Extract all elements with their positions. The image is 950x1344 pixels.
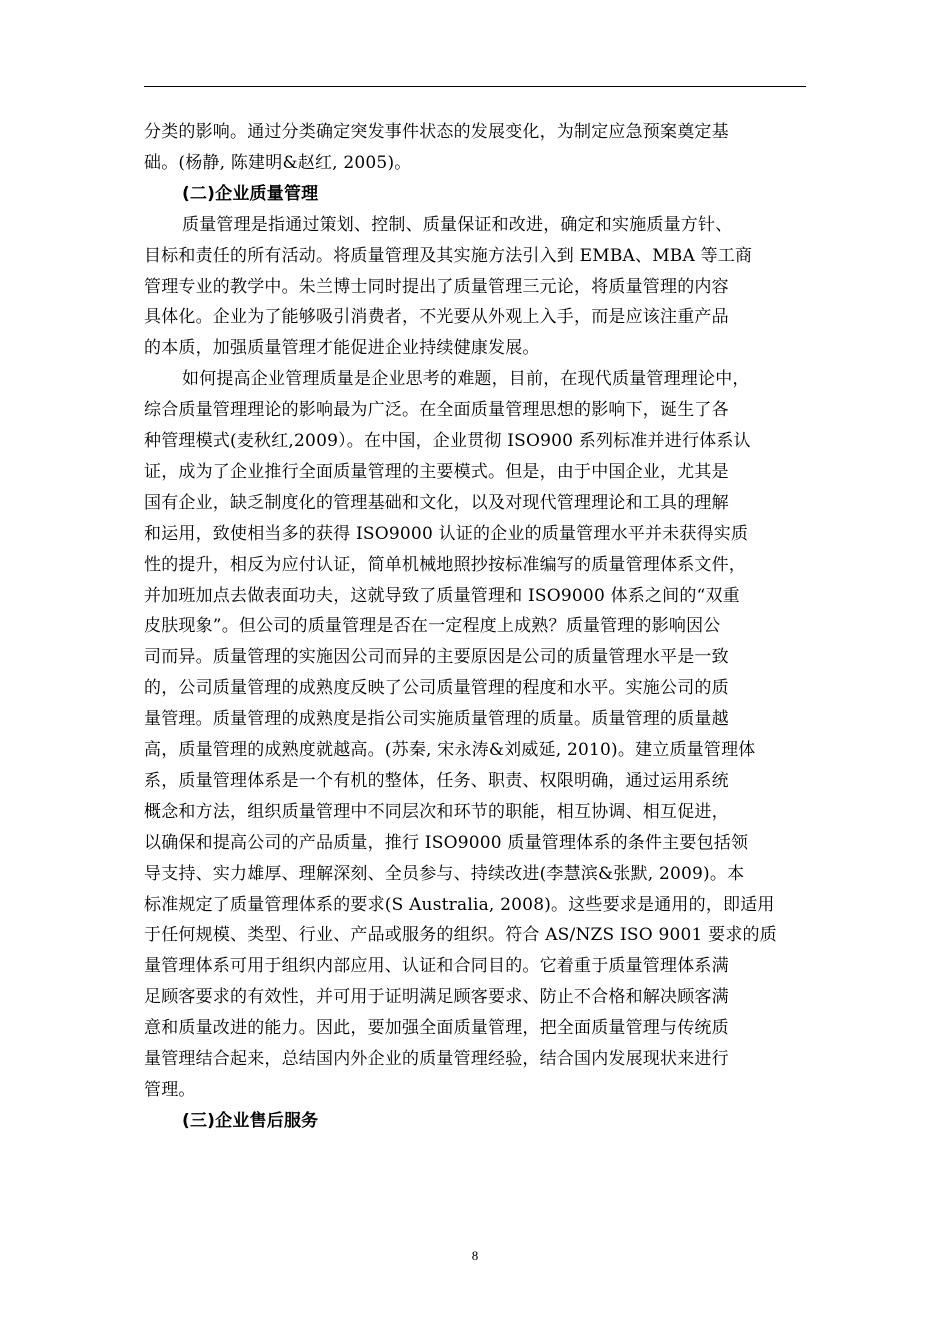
text-line: 司而异。质量管理的实施因公司而异的主要原因是公司的质量管理水平是一致: [144, 647, 729, 668]
text-line: 管理。: [144, 1079, 196, 1100]
text-line: 具体化。企业为了能够吸引消费者，不光要从外观上入手，而是应该注重产品: [144, 307, 729, 328]
text-line: 皮肤现象”。但公司的质量管理是否在一定程度上成熟？质量管理的影响因公: [144, 616, 721, 637]
text-line: 证，成为了企业推行全面质量管理的主要模式。但是，由于中国企业，尤其是: [144, 461, 729, 482]
text-line: 高，质量管理的成熟度就越高。(苏秦, 宋永涛&刘威延, 2010)。建立质量管理体: [144, 740, 756, 760]
text-line: 性的提升，相反为应付认证，简单机械地照抄按标准编写的质量管理体系文件，: [144, 554, 746, 575]
text-line: 的本质，加强质量管理才能促进企业持续健康发展。: [144, 338, 540, 359]
text-line: 目标和责任的所有活动。将质量管理及其实施方法引入到 EMBA、MBA 等工商: [144, 245, 753, 266]
text-line: 并加班加点去做表面功夫，这就导致了质量管理和 ISO9000 体系之间的“双重: [144, 585, 740, 606]
text-line: 量管理体系可用于组织内部应用、认证和合同目的。它着重于质量管理体系满: [144, 956, 729, 977]
text-line: 础。(杨静, 陈建明&赵红, 2005)。: [144, 152, 412, 173]
text-line: 足顾客要求的有效性，并可用于证明满足顾客要求、防止不合格和解决顾客满: [144, 987, 729, 1008]
text-line: 的，公司质量管理的成熟度反映了公司质量管理的程度和水平。实施公司的质: [144, 678, 729, 699]
text-line: 导支持、实力雄厚、理解深刻、全员参与、持续改进(李慧滨&张默, 2009)。本: [144, 863, 745, 884]
text-line: 量管理结合起来，总结国内外企业的质量管理经验，结合国内发展现状来进行: [144, 1049, 729, 1069]
text-line: 意和质量改进的能力。因此，要加强全面质量管理，把全面质量管理与传统质: [144, 1018, 729, 1039]
header-rule: [144, 86, 806, 87]
text-line: 以确保和提高公司的产品质量，推行 ISO9000 质量管理体系的条件主要包括领: [144, 832, 749, 853]
section-heading: (三)企业售后服务: [182, 1110, 319, 1131]
text-line: 种管理模式(麦秋红,2009）。在中国，企业贯彻 ISO900 系列标准并进行体系认: [144, 431, 751, 451]
text-line: 标准规定了质量管理体系的要求(S Australia, 2008)。这些要求是通用的，即适用: [144, 894, 775, 915]
text-line: 如何提高企业管理质量是企业思考的难题，目前，在现代质量管理理论中，: [182, 369, 750, 390]
text-line: 国有企业，缺乏制度化的管理基础和文化，以及对现代管理理论和工具的理解: [144, 492, 729, 513]
text-line: 和运用，致使相当多的获得 ISO9000 认证的企业的质量管理水平并未获得实质: [144, 523, 749, 544]
text-line: 综合质量管理理论的影响最为广泛。在全面质量管理思想的影响下，诞生了各: [144, 400, 729, 421]
text-line: 管理专业的教学中。朱兰博士同时提出了质量管理三元论，将质量管理的内容: [144, 276, 729, 297]
text-line: 分类的影响。通过分类确定突发事件状态的发展变化，为制定应急预案奠定基: [144, 122, 729, 142]
text-line: 系，质量管理体系是一个有机的整体，任务、职责、权限明确，通过运用系统: [144, 770, 729, 791]
text-line: 概念和方法，组织质量管理中不同层次和环节的职能，相互协调、相互促进，: [144, 801, 729, 822]
section-heading: (二)企业质量管理: [182, 183, 319, 204]
text-line: 质量管理是指通过策划、控制、质量保证和改进，确定和实施质量方针、: [182, 214, 733, 235]
page-number: 8: [471, 1248, 479, 1263]
text-line: 于任何规模、类型、行业、产品或服务的组织。符合 AS/NZS ISO 9001 要求的质: [144, 925, 777, 946]
text-line: 量管理。质量管理的成熟度是指公司实施质量管理的质量。质量管理的质量越: [144, 709, 729, 730]
